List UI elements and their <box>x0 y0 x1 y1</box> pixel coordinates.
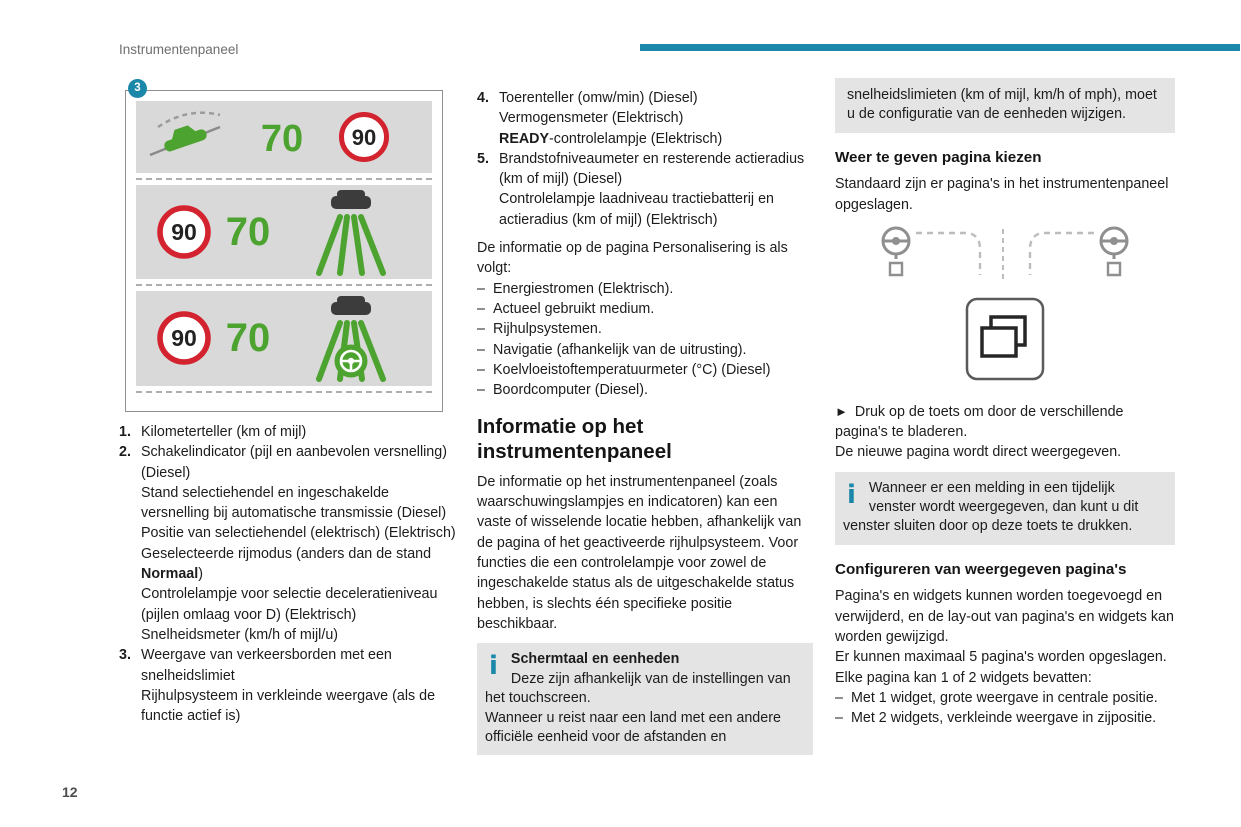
section-title: Informatie op het instrumentenpaneel <box>477 415 672 463</box>
info-box-continuation: snelheidslimieten (km of mijl, km/h of mph), moet u de configuratie van de eenheden wijzigen. <box>835 78 1175 133</box>
legend-list <box>119 422 457 726</box>
list-number: 1. <box>119 424 131 440</box>
dashed-separator <box>136 178 432 180</box>
list-item <box>477 88 813 149</box>
list-item: – Energiestromen (Elektrisch). <box>477 280 674 297</box>
info-box-text: Deze zijn afhankelijk van de instellingen van het touchscreen. <box>485 670 791 707</box>
section-heading: Configureren van weergegeven pagina's <box>835 560 1127 578</box>
list-item <box>119 442 457 645</box>
legend-text: Kilometerteller (km of mijl) <box>141 424 307 440</box>
section-body: De informatie op het instrumentenpaneel (zoals waarschuwingslampjes en indicatoren) kan een vaste of wisselende locatie hebben, afhankelijk van de pagina of het geactiveerde rijhulpsysteem. Voor functies die een controlelampje voor zowel de ingeschakelde status als de uitgeschakelde status hebben, is slechts één specifieke positie beschikbaar. <box>477 473 802 632</box>
info-box-title: Schermtaal en eenheden <box>510 651 680 668</box>
current-speed-value: 70 <box>260 118 304 160</box>
paragraph: Er kunnen maximaal 5 pagina's worden opgeslagen. <box>835 649 1167 666</box>
info-box <box>477 643 813 755</box>
figure-frame <box>125 90 443 412</box>
list-item <box>119 422 457 442</box>
legend-text: Controlelampje laadniveau tractiebatterij en actieradius (km of mijl) (Elektrisch) <box>499 191 774 228</box>
info-box <box>835 472 1175 545</box>
car-icon <box>331 190 371 209</box>
legend-text: Snelheidsmeter (km/h of mijl/u) <box>141 626 339 643</box>
instrument-panel-figure <box>125 82 457 412</box>
dashed-separator <box>136 391 432 393</box>
list-item <box>477 149 813 230</box>
list-number: 3. <box>119 647 131 664</box>
speed-limit-sign-icon <box>342 115 387 160</box>
legend-text: Stand selectiehendel en ingeschakelde versnelling bij automatische transmissie (Diesel) <box>141 484 447 522</box>
widget-options-list <box>835 688 1175 729</box>
hill-start-display <box>136 101 432 173</box>
info-icon: i <box>489 651 498 682</box>
legend-text: Vermogensmeter (Elektrisch) <box>499 110 684 127</box>
list-number: 5. <box>477 150 489 167</box>
figure-row-lane-assist <box>136 291 432 386</box>
right-column <box>835 78 1175 729</box>
speed-limit-value: 90 <box>171 325 197 351</box>
legend-list-continued <box>477 88 813 230</box>
header-rule <box>640 44 1240 51</box>
speed-limit-value: 90 <box>171 219 197 245</box>
list-number: 2. <box>119 444 131 461</box>
current-speed-value: 70 <box>225 210 271 254</box>
legend-text: Geselecteerde rijmodus (anders dan de stand Normaal) <box>141 545 432 583</box>
running-header: Instrumentenpaneel <box>119 42 239 57</box>
list-item: – Met 2 widgets, verkleinde weergave in zijpositie. <box>835 710 1157 727</box>
legend-text: Controlelampje voor selectie deceleratieniveau (pijlen omlaag voor D) (Elektrisch) <box>141 586 438 623</box>
paragraph: De nieuwe pagina wordt direct weergegeven. <box>835 444 1122 461</box>
list-item: – Met 1 widget, grote weergave in centrale positie. <box>835 689 1158 706</box>
personalisation-list <box>477 279 813 401</box>
steering-wheel-icon <box>1101 228 1127 275</box>
figure-row-lane-display <box>136 185 432 279</box>
speed-limit-sign-icon <box>160 208 208 256</box>
dashed-separator <box>136 284 432 286</box>
speed-limit-sign-icon <box>160 314 208 362</box>
page-selection-illustration <box>835 225 1175 388</box>
dashboard-sketch <box>835 225 1175 289</box>
legend-text: READY-controlelampje (Elektrisch) <box>499 130 723 147</box>
info-box-text: Wanneer u reist naar een land met een andere officiële eenheid voor de afstanden en <box>485 709 781 745</box>
hill-start-assist-icon <box>150 113 220 155</box>
list-item: – Navigatie (afhankelijk van de uitrusting). <box>477 341 747 358</box>
legend-text: Positie van selectiehendel (elektrisch) (Elektrisch) <box>141 525 456 542</box>
legend-text: Toerenteller (omw/min) (Diesel) <box>499 90 698 106</box>
paragraph: Standaard zijn er pagina's in het instrumentenpaneel opgeslagen. <box>835 176 1169 213</box>
list-item <box>119 645 457 726</box>
personalisation-intro: De informatie op de pagina Personalisering is als volgt: <box>477 240 788 277</box>
figure-row-hill-start <box>136 101 432 173</box>
info-box-text: Wanneer er een melding in een tijdelijk venster wordt weergegeven, dan kunt u dit venster sluiten door op deze toets te drukken. <box>843 479 1139 535</box>
page-browse-button-icon <box>965 297 1045 381</box>
lane-assist-display <box>136 291 432 386</box>
list-item: – Boordcomputer (Diesel). <box>477 382 648 399</box>
list-item: – Koelvloeistoftemperatuurmeter (°C) (Diesel) <box>477 361 771 378</box>
steering-wheel-icon <box>335 345 368 378</box>
paragraph: Pagina's en widgets kunnen worden toegevoegd en verwijderd, en de lay-out van pagina's en widgets kan worden gewijzigd. <box>835 588 1174 646</box>
list-item: – Actueel gebruikt medium. <box>477 300 655 317</box>
lane-display <box>136 185 432 279</box>
dual-dashboard-icon <box>870 225 1140 283</box>
list-number: 4. <box>477 90 489 106</box>
car-icon <box>331 296 371 315</box>
page-number: 12 <box>62 784 78 800</box>
legend-text: Weergave van verkeersborden met een snelheidslimiet <box>141 647 392 684</box>
list-item: – Rijhulpsystemen. <box>477 321 602 338</box>
lane-lines-icon <box>319 217 383 273</box>
legend-text: Rijhulpsysteem in verkleinde weergave (als de functie actief is) <box>141 687 436 725</box>
left-column <box>119 78 457 726</box>
instruction-paragraph: ► Druk op de toets om door de verschillende pagina's te bladeren. <box>835 403 1124 440</box>
section-heading: Weer te geven pagina kiezen <box>835 148 1042 166</box>
info-icon: i <box>847 479 856 510</box>
steering-wheel-icon <box>883 228 909 275</box>
paragraph: Elke pagina kan 1 of 2 widgets bevatten: <box>835 669 1092 686</box>
legend-text: Schakelindicator (pijl en aanbevolen versnelling) (Diesel) <box>141 444 447 481</box>
page-browse-button <box>835 297 1175 387</box>
pointer-arrow-icon: ► <box>835 403 848 419</box>
figure-number-badge: 3 <box>128 79 147 98</box>
current-speed-value: 70 <box>225 316 271 360</box>
middle-column <box>477 88 813 755</box>
speed-limit-value: 90 <box>351 125 377 150</box>
legend-text: Brandstofniveaumeter en resterende actieradius (km of mijl) (Diesel) <box>499 150 805 188</box>
